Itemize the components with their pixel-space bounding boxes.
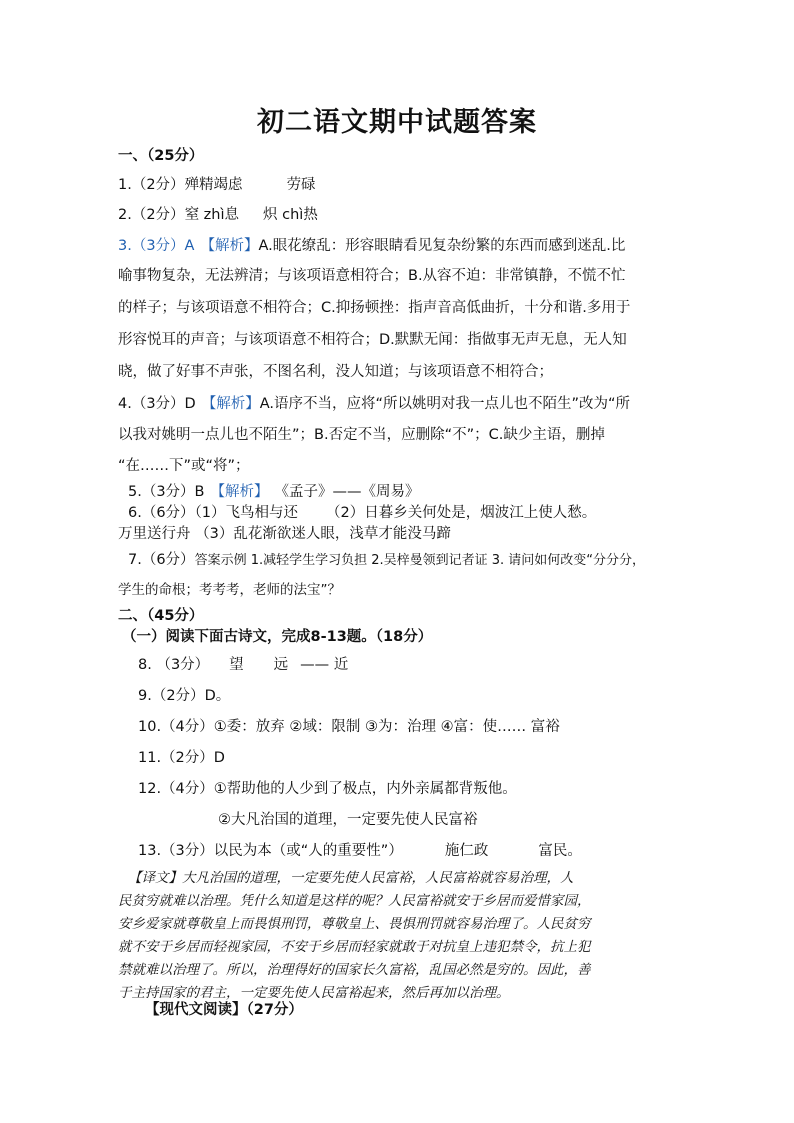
q5-analysis-tag: 【解析】 [210, 484, 269, 500]
q13-part-a: 以民为本（或“人的重要性”） [213, 843, 403, 859]
q6-line-2: 万里送行舟 （3）乱花渐欲迷人眼，浅草才能没马蹄 [118, 526, 451, 542]
q4-text-1: A.语序不当，应将“所以姚明对我一点儿也不陌生”改为“所 [259, 396, 631, 412]
translation-line-2: 民贫穷就难以治理。凭什么知道是这样的呢？人民富裕就安于乡居而爱惜家园， [118, 893, 591, 909]
q6-part-1: （1）飞鸟相与还 [194, 505, 299, 521]
q8-word-b: 远 [273, 657, 289, 673]
q1-word-b: 劳碌 [286, 177, 316, 193]
section-1-heading: 一、（25分） [118, 148, 204, 164]
q7-line-2: 学生的命根；考考考，老师的法宝”？ [118, 582, 341, 598]
q8-word-a: 望 [229, 657, 244, 673]
q2-word-b: 炽 chì热 [263, 207, 318, 223]
q3-line-5: 晓，做了好事不声张，不图名利，没人知道；与该项语意不相符合； [118, 364, 553, 380]
q4-line-1 [118, 394, 630, 414]
q4-number: 4.（3分）D [118, 396, 196, 412]
q13-number: 13.（3分） [138, 843, 214, 859]
q5-text: 《孟子》——《周易》 [274, 484, 420, 500]
q9-number: 9.（2分） [138, 688, 205, 704]
q7-text-1: 答案示例 1.减轻学生学习负担 2.吴梓曼领到记者证 3. 请问如何改变“分分分， [194, 553, 646, 568]
q2-number: 2.（2分） [118, 207, 185, 223]
q12-line-1 [138, 779, 517, 799]
q6-line-1 [128, 503, 596, 523]
q3-text-1: A.眼花缭乱：形容眼睛看见复杂纷繁的东西而感到迷乱.比 [258, 238, 626, 254]
translation-line-3: 安乡爱家就尊敬皇上而畏惧刑罚，尊敬皇上、畏惧刑罚就容易治理了。人民贫穷 [118, 916, 591, 932]
q3-line-1 [118, 236, 625, 256]
modern-reading-heading [145, 1000, 303, 1020]
q13-part-c: 富民。 [538, 843, 582, 859]
q11-number: 11.（2分） [138, 750, 214, 766]
page-title: 初二语文期中试题答案 [257, 107, 537, 138]
q9-text: D。 [204, 688, 231, 704]
q10-number: 10.（4分） [138, 719, 214, 735]
translation-line-1: 【译文】大凡治国的道理，一定要先使人民富裕，人民富裕就容易治理，人 [128, 870, 574, 886]
q13-part-b: 施仁政 [444, 843, 489, 859]
translation-line-4: 就不安于乡居而轻视家园，不安于乡居而轻家就敢于对抗皇上违犯禁令，抗上犯 [118, 939, 591, 955]
translation-line-5: 禁就难以治理了。所以，治理得好的国家长久富裕，乱国必然是穷的。因此，善 [118, 962, 591, 978]
q8-word-c: —— 近 [300, 657, 349, 673]
q4-analysis-tag: 【解析】 [201, 396, 260, 412]
q2-word-a: 窒 zhì息 [184, 207, 240, 223]
q9-answer [138, 686, 230, 706]
q8-answer [138, 655, 348, 675]
translation-line-6: 于主持国家的君主，一定要先使人民富裕起来，然后再加以治理。 [118, 985, 510, 1001]
q1-number: 1.（2分） [118, 177, 185, 193]
q11-answer [138, 748, 225, 768]
q3-line-2: 喻事物复杂，无法辨清；与该项语意相符合；B.从容不迫：非常镇静，不慌不忙 [118, 268, 626, 284]
q1-word-a: 殚精竭虑 [184, 177, 243, 193]
q7-line-1 [128, 550, 645, 571]
q1-answer [118, 175, 316, 195]
q6-number: 6.（6分） [128, 505, 195, 521]
q12-line-2: ②大凡治国的道理，一定要先使人民富裕 [218, 812, 478, 828]
q2-answer [118, 205, 318, 225]
q3-analysis-tag: 【解析】 [200, 238, 259, 254]
q5-number: 5.（3分）B [128, 484, 205, 500]
q6-part-2: （2）日暮乡关何处是，烟波江上使人愁。 [326, 505, 597, 521]
q4-line-2: 以我对姚明一点儿也不陌生”；B.否定不当，应删除“不”；C.缺少主语，删掉 [118, 427, 605, 443]
q7-number: 7.（6分） [128, 552, 195, 568]
q11-text: D [213, 750, 225, 766]
q8-number: 8. （3分） [138, 657, 210, 673]
q3-number: 3.（3分）A [118, 238, 195, 254]
q13-answer [138, 841, 582, 861]
q12-number: 12.（4分） [138, 781, 214, 797]
section-2-heading: 二、（45分） [118, 608, 204, 624]
q10-answer [138, 717, 560, 737]
q12-text-1: ①帮助他的人少到了极点，内外亲属都背叛他。 [213, 781, 517, 797]
section-2-subheading: （一）阅读下面古诗文，完成8-13题。（18分） [122, 629, 433, 645]
q4-line-3: “在……下”或“将”； [118, 458, 250, 474]
q3-line-3: 的样子；与该项语意不相符合；C.抑扬顿挫：指声音高低曲折，十分和谐.多用于 [118, 300, 631, 316]
q10-text: ①委：放弃 ②域：限制 ③为：治理 ④富：使…… 富裕 [213, 719, 560, 735]
modern-reading-label: 【现代文阅读】（27分） [145, 1002, 303, 1018]
q5-answer [128, 482, 420, 502]
q3-line-4: 形容悦耳的声音；与该项语意不相符合；D.默默无闻：指做事无声无息，无人知 [118, 332, 627, 348]
